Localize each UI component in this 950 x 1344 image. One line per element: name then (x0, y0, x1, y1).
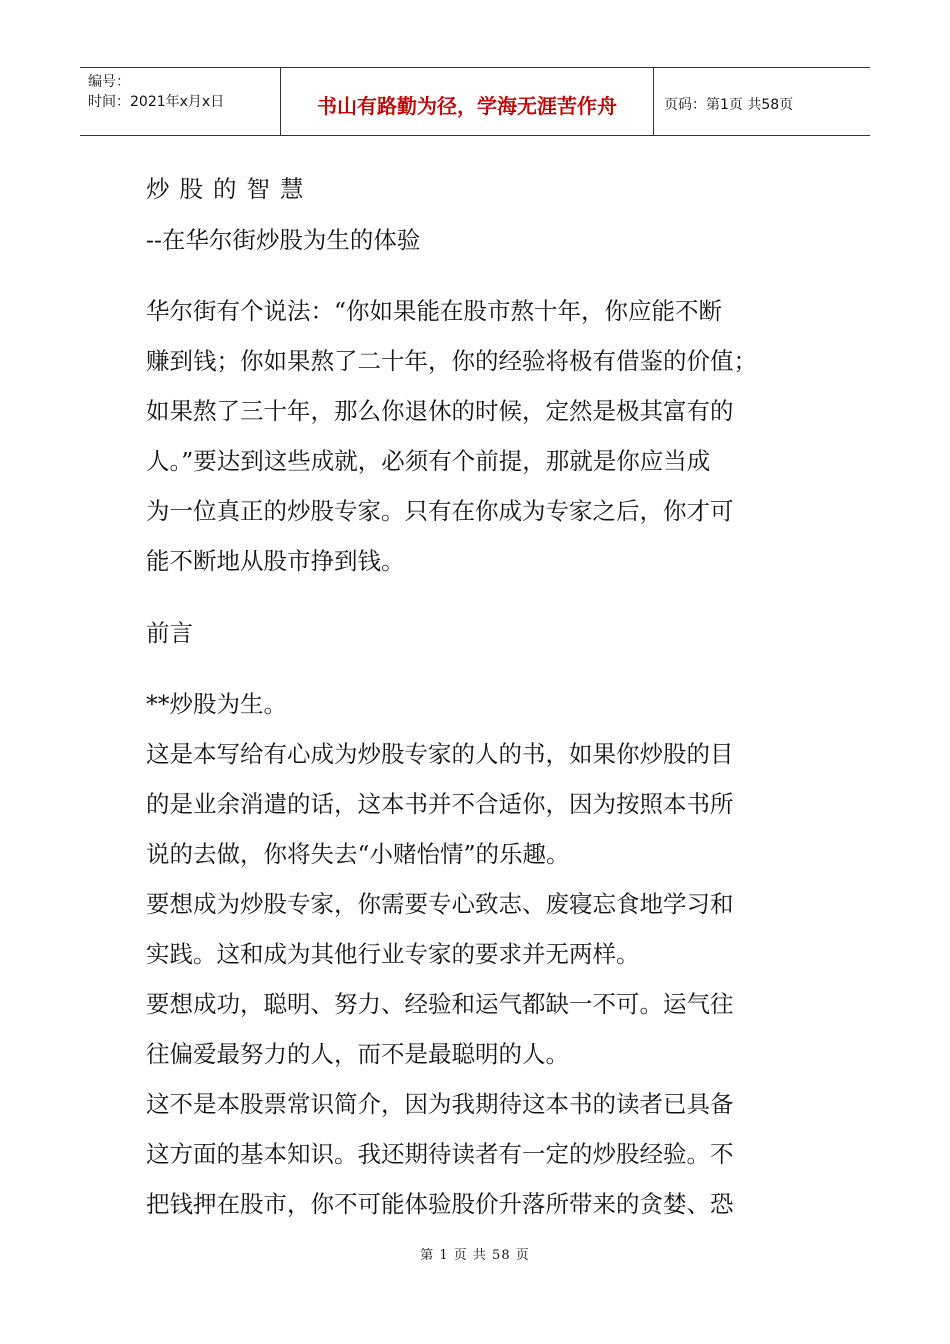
paragraph-line: 实践。这和成为其他行业专家的要求并无两样。 (146, 940, 640, 968)
paragraph-line: 赚到钱；你如果熬了二十年，你的经验将极有借鉴的价值； (146, 347, 757, 375)
section-heading: **炒股为生。 (146, 690, 287, 718)
paragraph-line: 这是本写给有心成为炒股专家的人的书，如果你炒股的目 (146, 740, 734, 768)
paragraph-line: 往偏爱最努力的人，而不是最聪明的人。 (146, 1040, 569, 1068)
paragraph-line: 要想成功，聪明、努力、经验和运气都缺一不可。运气往 (146, 990, 734, 1018)
paragraph-line: 如果熬了三十年，那么你退休的时候，定然是极其富有的 (146, 397, 734, 425)
document-time-label: 时间：2021年x月x日 (88, 94, 225, 110)
page-footer: 第 1 页 共 58 页 (420, 1248, 530, 1263)
document-number-label: 编号： (88, 74, 130, 90)
preface-heading: 前言 (146, 619, 193, 647)
paragraph-line: 华尔街有个说法：“你如果能在股市熬十年，你应能不断 (146, 297, 723, 325)
paragraph-line: 把钱押在股市，你不可能体验股价升落所带来的贪婪、恐 (146, 1190, 734, 1218)
paragraph-line: 人。”要达到这些成就，必须有个前提，那就是你应当成 (146, 447, 711, 475)
paragraph-line: 为一位真正的炒股专家。只有在你成为专家之后，你才可 (146, 497, 734, 525)
paragraph-line: 这方面的基本知识。我还期待读者有一定的炒股经验。不 (146, 1140, 734, 1168)
document-title: 炒股的智慧 (146, 175, 314, 203)
paragraph-line: 能不断地从股市挣到钱。 (146, 547, 405, 575)
paragraph-line: 要想成为炒股专家，你需要专心致志、废寝忘食地学习和 (146, 890, 734, 918)
document-subtitle: --在华尔街炒股为生的体验 (146, 226, 421, 254)
header-motto: 书山有路勤为径，学海无涯苦作舟 (281, 68, 654, 135)
header-page-info: 页码：第1页 共58页 (664, 96, 794, 113)
header-meta (80, 68, 281, 135)
paragraph-line: 这不是本股票常识简介，因为我期待这本书的读者已具备 (146, 1090, 734, 1118)
paragraph-line: 的是业余消遣的话，这本书并不合适你，因为按照本书所 (146, 790, 734, 818)
page-header (80, 67, 870, 136)
paragraph-line: 说的去做，你将失去“小赌怡情”的乐趣。 (146, 840, 570, 868)
